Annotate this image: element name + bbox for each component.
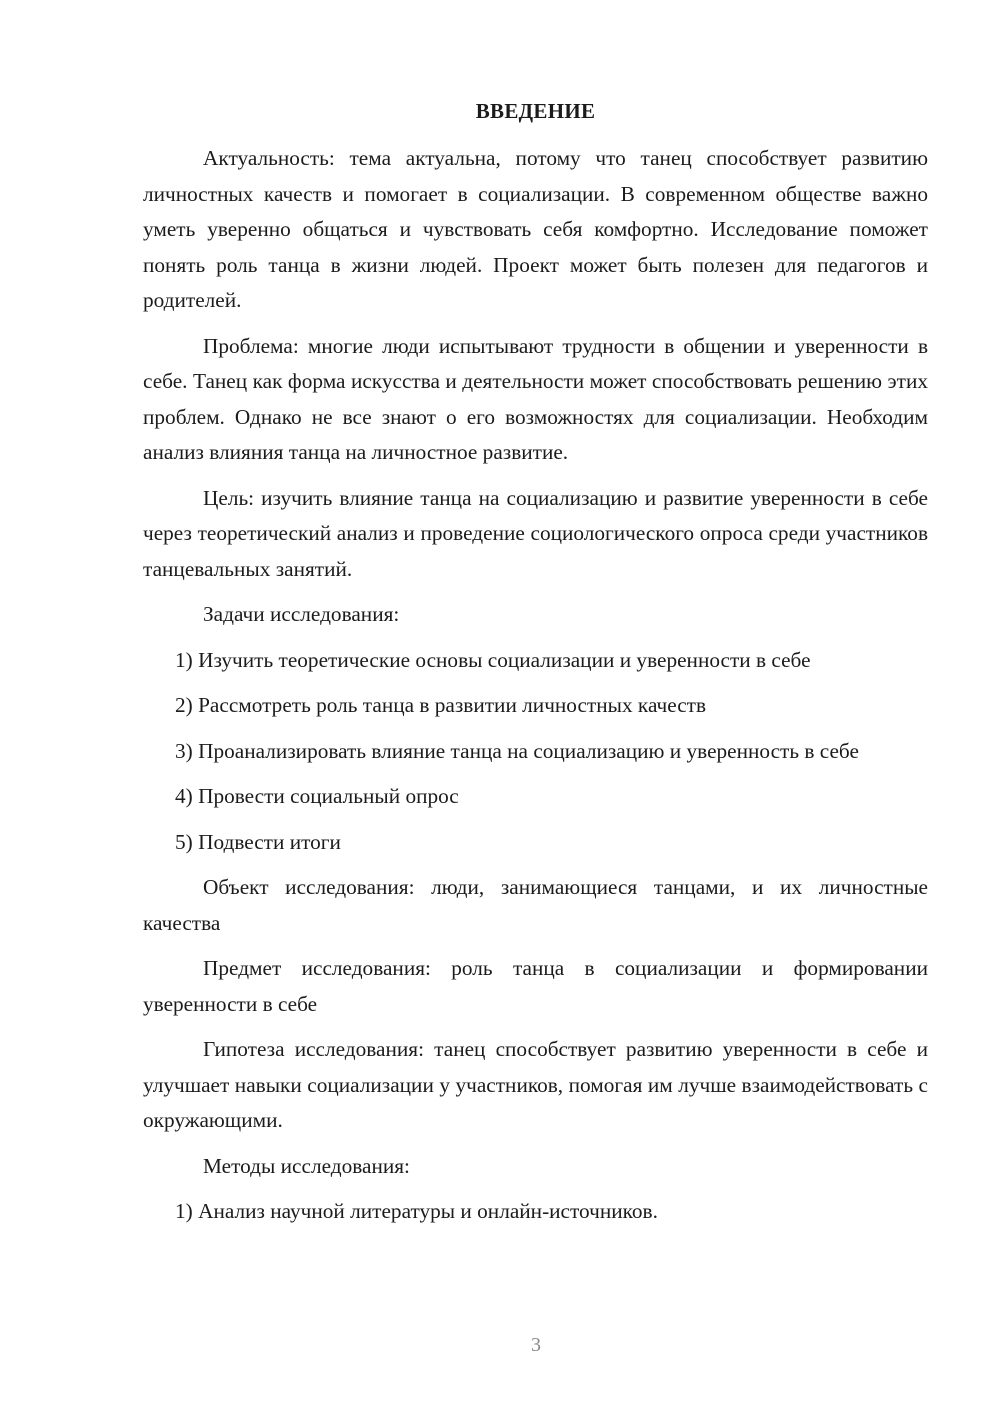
object-paragraph: Объект исследования: люди, занимающиеся танцами, и их личностные качества: [143, 875, 928, 935]
tasks-heading: Задачи исследования:: [203, 602, 400, 626]
task-item: 1) Изучить теоретические основы социализации и уверенности в себе: [175, 647, 811, 672]
relevance-paragraph: Актуальность: тема актуальна, потому что танец способствует развитию личностных качеств и помогает в социализации. В современном обществе важно уметь уверенно общаться и чувствовать себя комфортно. Исследование поможет понять роль танца в жизни людей. Проект может быть полезен для педагогов и родителей.: [143, 146, 928, 312]
method-item: 1) Анализ научной литературы и онлайн-источников.: [175, 1199, 658, 1223]
task-item: 5) Подвести итоги: [175, 829, 341, 854]
section-title: ВВЕДЕНИЕ: [475, 99, 596, 123]
task-item: 3) Проанализировать влияние танца на социализацию и уверенность в себе: [175, 738, 859, 763]
task-item: 4) Провести социальный опрос: [175, 784, 459, 808]
goal-paragraph: Цель: изучить влияние танца на социализацию и развитие уверенности в себе через теоретический анализ и проведение социологического опроса среди участников танцевальных занятий.: [143, 485, 928, 581]
page-number: 3: [531, 1334, 541, 1356]
task-item: 2) Рассмотреть роль танца в развитии личностных качеств: [175, 693, 707, 717]
subject-paragraph: Предмет исследования: роль танца в социализации и формировании уверенности в себе: [143, 956, 928, 1016]
document-page: [143, 94, 928, 1240]
methods-heading: Методы исследования:: [203, 1153, 410, 1178]
hypothesis-paragraph: Гипотеза исследования: танец способствует развитию уверенности в себе и улучшает навыки социализации у участников, помогая им лучше взаимодействовать с окружающими.: [143, 1037, 928, 1132]
problem-paragraph: Проблема: многие люди испытывают трудности в общении и уверенности в себе. Танец как форма искусства и деятельности может способствовать решению этих проблем. Однако не все знают о его возможностях для социализации. Необходим анализ влияния танца на личностное развитие.: [143, 333, 928, 464]
